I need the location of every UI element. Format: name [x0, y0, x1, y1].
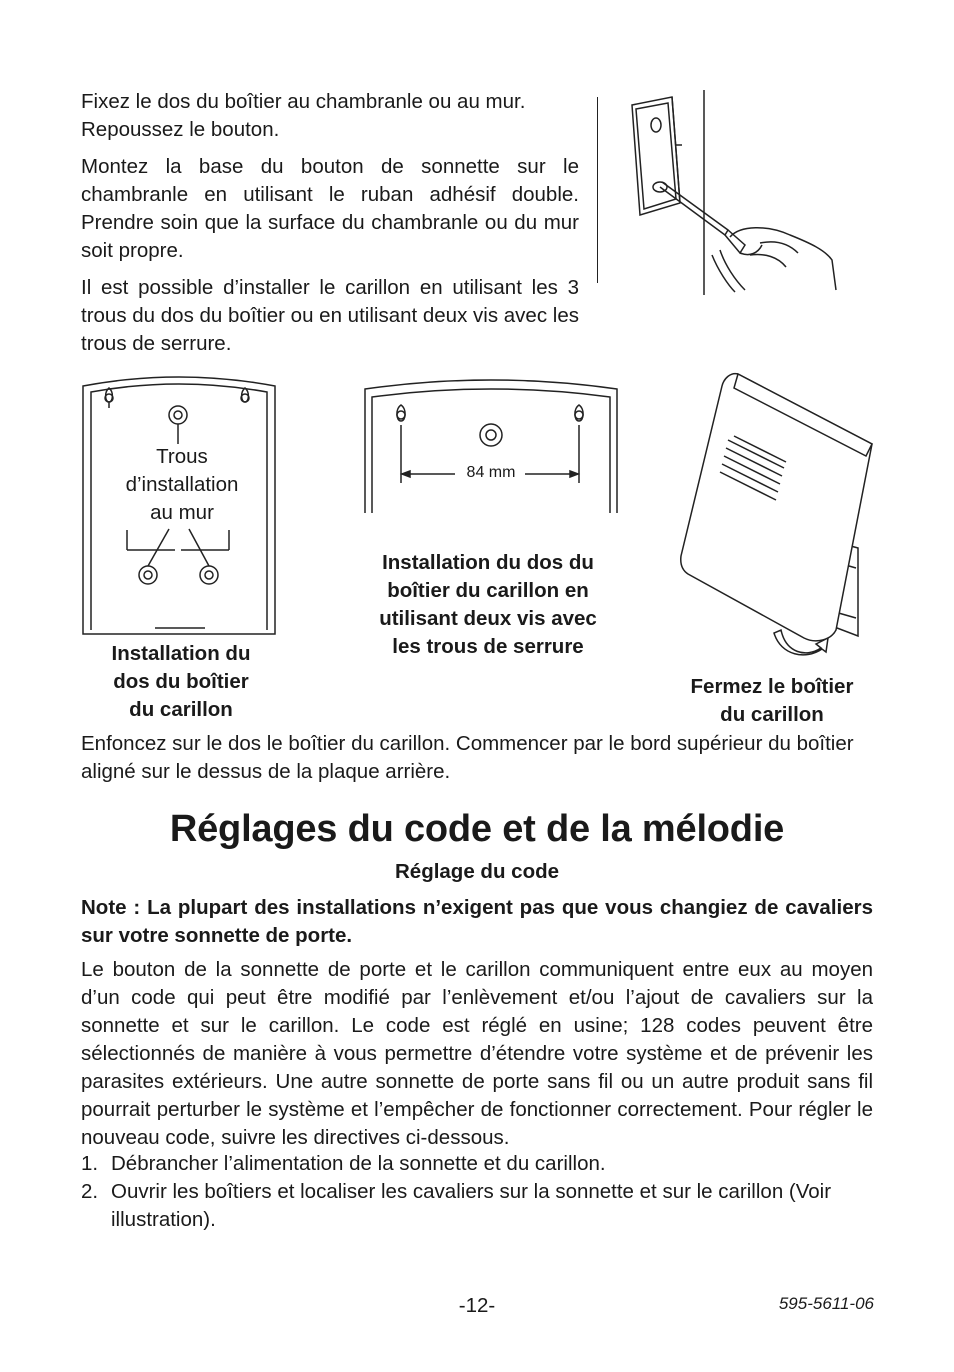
intro-paragraph-3: Il est possible d’installer le carillon en utilisant les 3 trous du dos du boîtier ou en utilisant deux vis avec les trous de serrure. [81, 276, 579, 355]
dimension-label: 84 mm [466, 464, 516, 481]
section-subtitle: Réglage du code [394, 860, 560, 883]
chime-housing-illustration [676, 368, 876, 668]
section-title: Réglages du code et de la mélodie [169, 808, 785, 850]
list-item [81, 1178, 873, 1234]
step-text: Débrancher l’alimentation de la sonnette et du carillon. [111, 1152, 606, 1175]
intro-block [81, 88, 579, 358]
figure-2-caption [350, 549, 626, 661]
figure-1-caption-line: du carillon [129, 698, 233, 721]
code-description-paragraph: Le bouton de la sonnette de porte et le carillon communiquent entre eux au moyen d’un code qui peut être modifié par l’enlèvement et/ou l’ajout de cavaliers sur la sonnette et sur le carillon. Le code est réglé en usine; 128 codes peuvent être sélectionnés de manière à vous permettre d’étendre votre système et de prévenir les parasites extérieurs. Une autre sonnette de porte sans fil ou un autre produit sans fil pourrait perturber le système et l’empêcher de fonctionner correctement. Pour régler le nouveau code, suivre les directives ci-dessous. [81, 958, 873, 1149]
intro-paragraph-1: Fixez le dos du boîtier au chambranle ou au mur. Repoussez le bouton. [81, 90, 526, 141]
figure-2-caption-line: boîtier du carillon en [387, 579, 589, 602]
intro-paragraph-2: Montez la base du bouton de sonnette sur le chambranle en utilisant le ruban adhésif double. Prendre soin que la surface du chambranle ou du mur soit propre. [81, 155, 579, 262]
vertical-divider [597, 97, 598, 283]
figure-3-caption [672, 673, 872, 729]
figure-1-caption [81, 640, 281, 724]
figure-2-caption-line: Installation du dos du [382, 551, 594, 574]
figure-3-caption-line: Fermez le boîtier [690, 675, 854, 698]
step-text: Ouvrir les boîtiers et localiser les cavaliers sur la sonnette et sur le carillon (Voir illustration). [111, 1180, 832, 1231]
page-number: -12- [458, 1294, 496, 1317]
steps-list [81, 1150, 873, 1234]
mounting-holes-label-line: d’installation [125, 473, 239, 496]
list-item [81, 1150, 873, 1178]
screwdriver-mounting-illustration [600, 85, 860, 295]
mounting-holes-label-line: Trous [156, 445, 208, 468]
mounting-holes-label [102, 443, 262, 527]
figure-2-caption-line: les trous de serrure [392, 635, 584, 658]
figure-2-caption-line: utilisant deux vis avec [379, 607, 597, 630]
keyhole-mounting-illustration [360, 375, 622, 515]
figure-1-caption-line: dos du boîtier [113, 670, 249, 693]
step-number: 2. [81, 1180, 99, 1203]
document-code: 595-5611-06 [778, 1294, 874, 1313]
figure-1-caption-line: Installation du [111, 642, 251, 665]
note-paragraph: Note : La plupart des installations n’exigent pas que vous changiez de cavaliers sur votre sonnette de porte. [81, 896, 873, 947]
mounting-holes-label-line: au mur [150, 501, 214, 524]
figure-3-caption-line: du carillon [720, 703, 824, 726]
step-number: 1. [81, 1152, 99, 1175]
press-back-paragraph: Enfoncez sur le dos le boîtier du carillon. Commencer par le bord supérieur du boîtier aligné sur le dessus de la plaque arrière. [81, 732, 854, 783]
